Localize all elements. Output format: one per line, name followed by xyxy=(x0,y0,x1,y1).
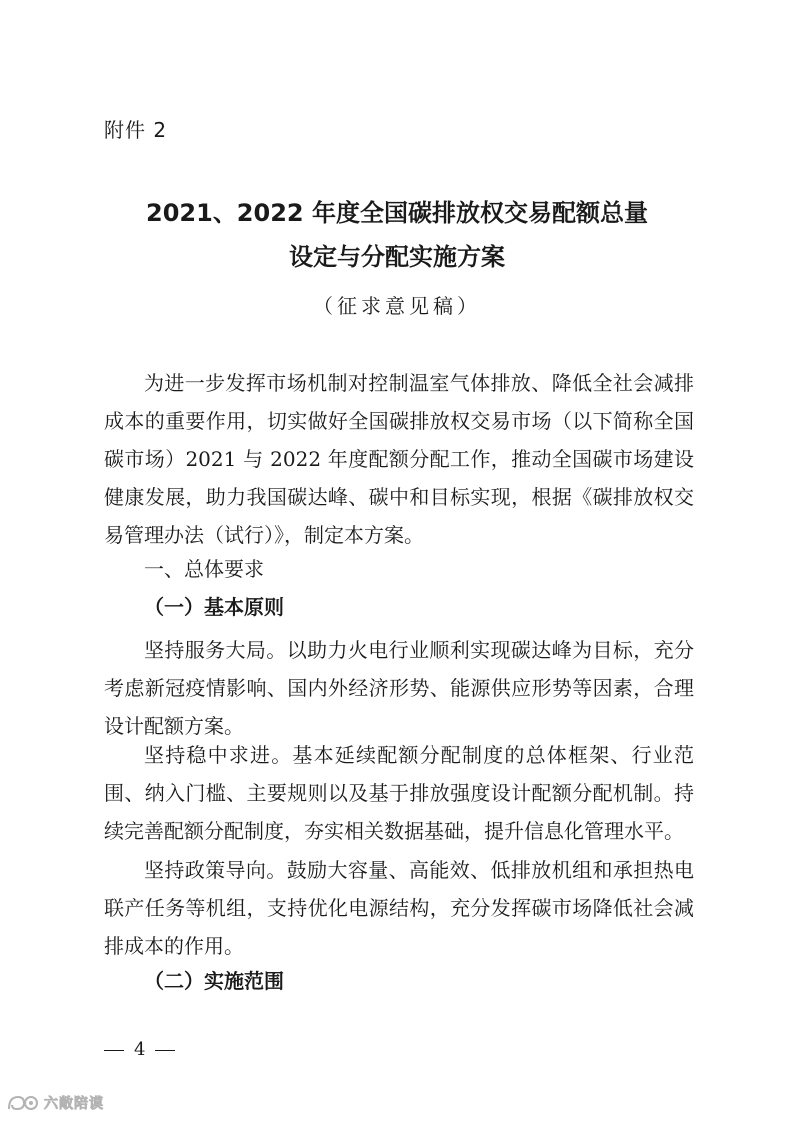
intro-paragraph: 为进一步发挥市场机制对控制温室气体排放、降低全社会减排成本的重要作用，切实做好全国碳排放权交易市场（以下简称全国碳市场）2021 与 2022 年度配额分配工作，推动全国碳市场建设健康发展，助力我国碳达峰、碳中和目标实现，根据《碳排放权交易管理办法（试行）》，制定本方案。 xyxy=(104,371,694,547)
principle-paragraph-1: 坚持服务大局。以助力火电行业顺利实现碳达峰为目标，充分考虑新冠疫情影响、国内外经济形势、能源供应形势等因素，合理设计配额方案。 xyxy=(104,638,694,738)
subsection-heading-scope: （二）实施范围 xyxy=(144,969,284,993)
watermark xyxy=(6,1093,104,1113)
page-number xyxy=(104,1037,175,1063)
watermark-text: 六敞陪谟 xyxy=(44,1096,104,1112)
watermark-logo-icon xyxy=(6,1093,40,1113)
principle-paragraph-3: 坚持政策导向。鼓励大容量、高能效、低排放机组和承担热电联产任务等机组，支持优化电源结构，充分发挥碳市场降低社会减排成本的作用。 xyxy=(104,858,694,958)
section-heading-general-requirements: 一、总体要求 xyxy=(144,557,264,581)
document-title-line2: 设定与分配实施方案 xyxy=(289,243,505,271)
page-number-dash-left xyxy=(104,1050,124,1051)
document-title-line1: 2021、2022 年度全国碳排放权交易配额总量 xyxy=(146,199,648,227)
subsection-heading-basic-principles: （一）基本原则 xyxy=(144,595,284,619)
page-number-dash-right xyxy=(155,1050,175,1051)
page-number-value: 4 xyxy=(134,1039,146,1060)
draft-subtitle: （征求意见稿） xyxy=(313,294,481,318)
principle-paragraph-2: 坚持稳中求进。基本延续配额分配制度的总体框架、行业范围、纳入门槛、主要规则以及基于排放强度设计配额分配机制。持续完善配额分配制度，夯实相关数据基础，提升信息化管理水平。 xyxy=(104,743,694,843)
attachment-label: 附件 2 xyxy=(104,118,168,142)
